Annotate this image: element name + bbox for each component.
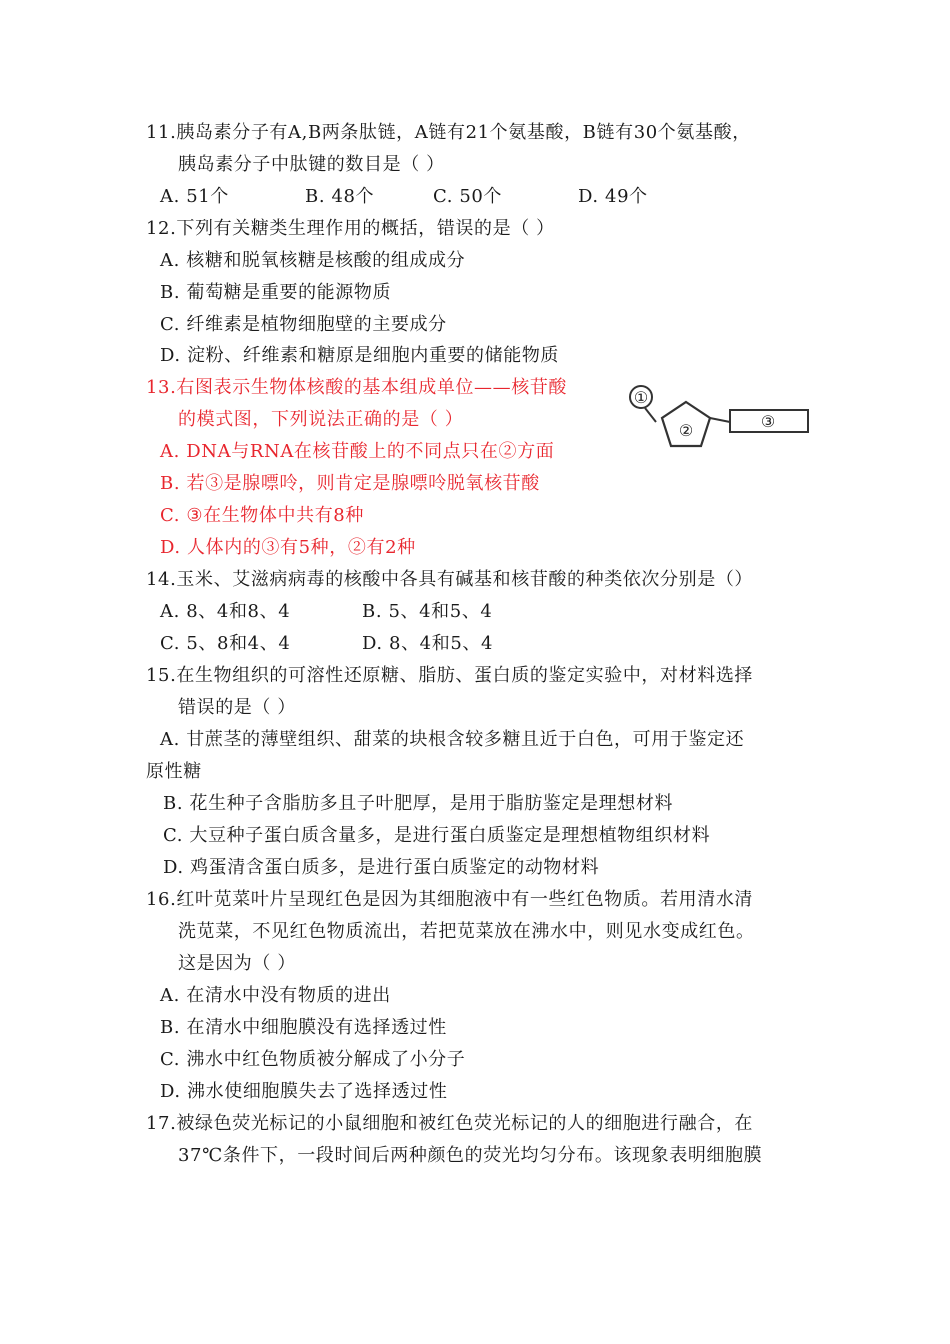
q16-option-a: A. 在清水中没有物质的进出 (160, 985, 391, 1006)
nitrogenous-base (730, 410, 808, 432)
q15-stem-line2: 错误的是（ ） (178, 697, 296, 718)
q15-option-a-line1: A. 甘蔗茎的薄壁组织、甜菜的块根含较多糖且近于白色，可用于鉴定还 (160, 729, 745, 750)
q13-stem-line2: 的模式图，下列说法正确的是（ ） (178, 409, 464, 430)
q17-stem-line2: 37℃条件下，一段时间后两种颜色的荧光均匀分布。该现象表明细胞膜 (178, 1145, 763, 1166)
pentose-sugar (662, 402, 710, 446)
q14-options-row2 (160, 633, 493, 655)
q14-option-d: D. 8、4和5、4 (362, 633, 494, 654)
q16-stem-line2: 洗苋菜，不见红色物质流出，若把苋菜放在沸水中，则见水变成红色。 (178, 921, 755, 942)
q14-options-row1 (160, 601, 492, 623)
q11-option-b: B. 48个 (305, 186, 375, 207)
q11-stem-line1: 11.胰岛素分子有A,B两条肽链，A链有21个氨基酸，B链有30个氨基酸， (146, 122, 751, 143)
q15-option-d: D. 鸡蛋清含蛋白质多，是进行蛋白质鉴定的动物材料 (163, 857, 600, 878)
label-1: ① (633, 388, 649, 407)
q17-stem-line1: 17.被绿色荧光标记的小鼠细胞和被红色荧光标记的人的细胞进行融合，在 (146, 1113, 754, 1134)
q11-option-a: A. 51个 (160, 186, 229, 207)
q12-option-c: C. 纤维素是植物细胞壁的主要成分 (160, 314, 447, 335)
q14-stem: 14.玉米、艾滋病病毒的核酸中各具有碱基和核苷酸的种类依次分别是（） (146, 569, 754, 590)
q16-option-c: C. 沸水中红色物质被分解成了小分子 (160, 1049, 466, 1070)
q15-option-a-line2: 原性糖 (146, 761, 202, 782)
label-3: ③ (760, 412, 776, 431)
q13-option-d: D. 人体内的③有5种，②有2种 (160, 537, 416, 558)
q12-stem: 12.下列有关糖类生理作用的概括，错误的是（ ） (146, 218, 555, 239)
q12-option-b: B. 葡萄糖是重要的能源物质 (160, 282, 392, 303)
q13-option-a: A. DNA与RNA在核苷酸上的不同点只在②方面 (160, 441, 555, 462)
q13-stem-line1: 13.右图表示生物体核酸的基本组成单位——核苷酸 (146, 377, 568, 398)
sugar-base-bond (710, 418, 730, 422)
q14-option-b: B. 5、4和5、4 (362, 601, 493, 622)
nucleotide-diagram (624, 378, 814, 452)
q11-option-c: C. 50个 (433, 186, 503, 207)
q12-option-a: A. 核糖和脱氧核糖是核酸的组成成分 (160, 250, 466, 271)
q12-option-d: D. 淀粉、纤维素和糖原是细胞内重要的储能物质 (160, 345, 560, 366)
q16-option-d: D. 沸水使细胞膜失去了选择透过性 (160, 1081, 448, 1102)
q15-stem-line1: 15.在生物组织的可溶性还原糖、脂肪、蛋白质的鉴定实验中，对材料选择 (146, 665, 754, 686)
q11-option-d: D. 49个 (578, 186, 648, 207)
q13-option-b: B. 若③是腺嘌呤，则肯定是腺嘌呤脱氧核苷酸 (160, 473, 540, 494)
q11-stem-line2: 胰岛素分子中肽键的数目是（ ） (178, 154, 445, 175)
q16-stem-line3: 这是因为（ ） (178, 953, 296, 974)
q14-option-a: A. 8、4和8、4 (160, 601, 291, 622)
q15-option-c: C. 大豆种子蛋白质含量多，是进行蛋白质鉴定是理想植物组织材料 (163, 825, 711, 846)
q13-option-c: C. ③在生物体中共有8种 (160, 505, 364, 526)
q14-option-c: C. 5、8和4、4 (160, 633, 291, 654)
q15-option-b: B. 花生种子含脂肪多且子叶肥厚，是用于脂肪鉴定是理想材料 (163, 793, 674, 814)
q16-option-b: B. 在清水中细胞膜没有选择透过性 (160, 1017, 447, 1038)
q11-options (160, 186, 648, 208)
phosphate-sugar-bond (645, 408, 656, 422)
phosphate-group (630, 386, 652, 408)
q16-stem-line1: 16.红叶苋菜叶片呈现红色是因为其细胞液中有一些红色物质。若用清水清 (146, 889, 754, 910)
label-2: ② (678, 421, 694, 440)
